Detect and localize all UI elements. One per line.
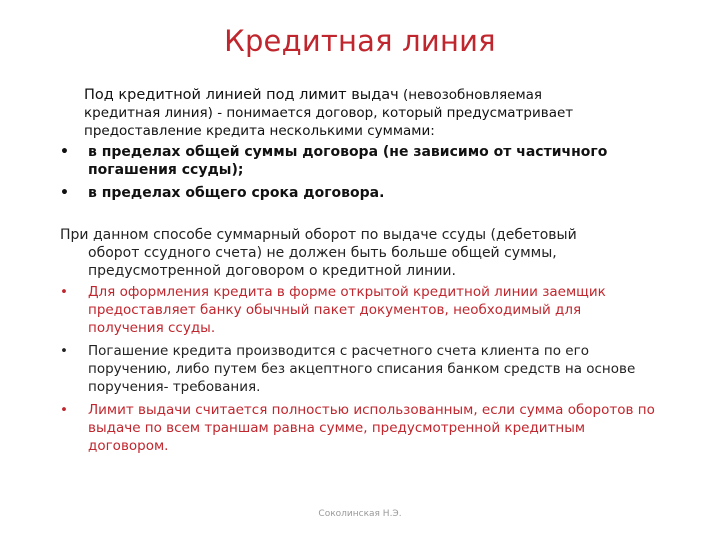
list-item-text: Лимит выдачи считается полностью использованным, если сумма оборотов по выдаче по всем траншам равна сумме, предусмотренной кредитным договором.: [88, 402, 655, 454]
bullet-icon: •: [60, 144, 69, 160]
footer-author: Соколинская Н.Э.: [318, 509, 402, 519]
paragraph-rest: оборот ссудного счета) не должен быть больше общей суммы, предусмотренной договором о кредитной линии.: [88, 245, 557, 279]
list-item: [60, 401, 660, 455]
conditions-list: [60, 143, 660, 207]
list-item-text: Погашение кредита производится с расчетного счета клиента по его поручению, либо путем без акцептного списания банком средств на основе поручения- требования.: [88, 343, 636, 395]
intro-rest-3: предоставление кредита несколькими суммами:: [84, 123, 435, 139]
bullet-icon: •: [60, 402, 68, 418]
intro-rest-2: кредитная линия) - понимается договор, который предусматривает: [84, 105, 574, 121]
bullet-icon: •: [60, 284, 68, 300]
list-item-text: в пределах общего срока договора.: [88, 185, 385, 201]
list-item: [60, 342, 660, 396]
list-item-text: Для оформления кредита в форме открытой кредитной линии заемщик предоставляет банку обычный пакет документов, необходимый для получения ссуды.: [88, 284, 606, 336]
intro-lead: Под кредитной линией под лимит выдач: [84, 87, 399, 103]
slide-title: Кредитная линия: [224, 24, 496, 58]
paragraph-line-1: При данном способе суммарный оборот по выдаче ссуды (дебетовый: [60, 227, 577, 243]
turnover-paragraph: [60, 226, 660, 280]
bullet-icon: •: [60, 185, 69, 201]
list-item-text: в пределах общей суммы договора (не зависимо от частичного погашения ссуды);: [88, 144, 608, 178]
list-item: [60, 143, 660, 179]
intro-paragraph: [84, 86, 644, 140]
notes-list: [60, 283, 660, 460]
bullet-icon: •: [60, 343, 68, 359]
intro-rest-1: (невозобновляемая: [398, 87, 543, 103]
list-item: [60, 283, 660, 337]
list-item: [60, 184, 660, 202]
